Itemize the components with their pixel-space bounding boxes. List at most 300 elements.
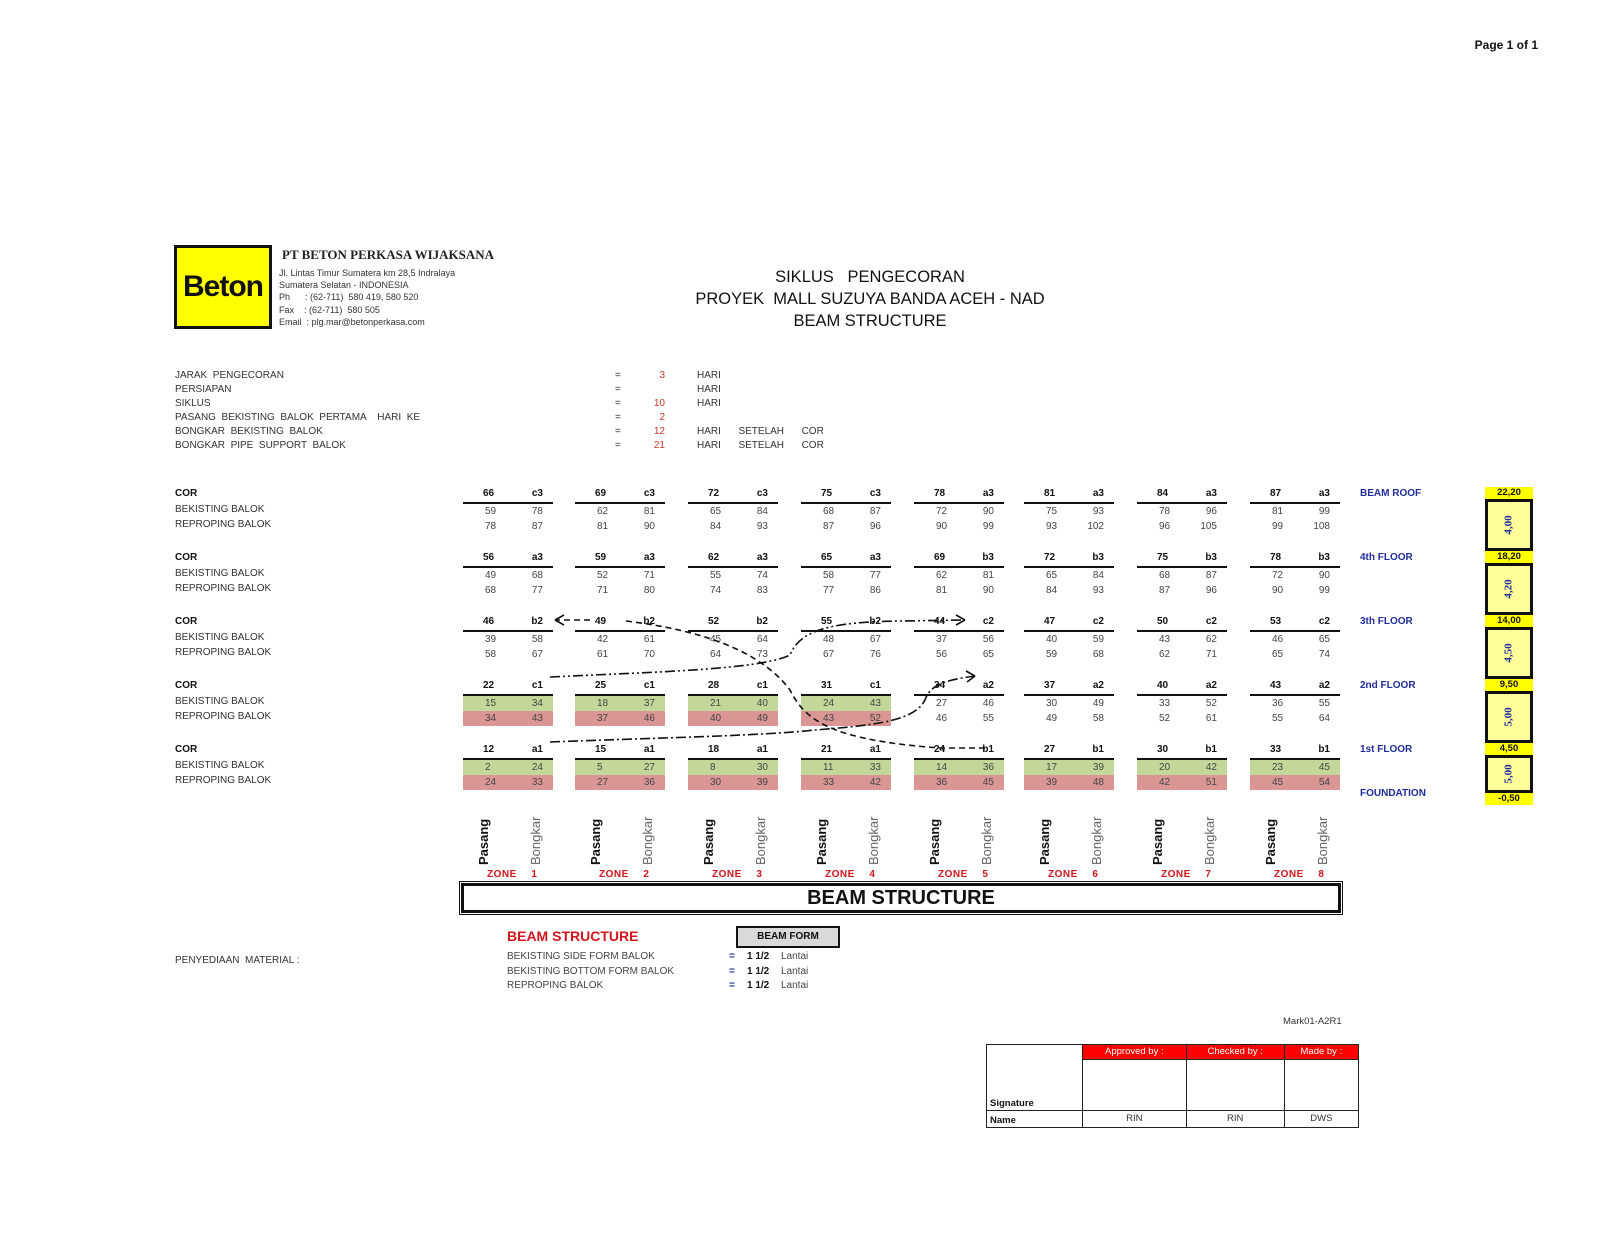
reproping-pasang: 37: [597, 713, 609, 724]
pasang-text: Pasang: [588, 818, 603, 865]
cor-section: a3: [1092, 488, 1104, 499]
bekisting-pasang: 62: [597, 506, 609, 517]
bekisting-bongkar: 96: [1205, 506, 1217, 517]
cor-section: a3: [643, 552, 655, 563]
cor-day: 18: [708, 744, 720, 755]
reproping-pasang: 68: [485, 585, 497, 596]
reproping-pasang: 55: [1272, 713, 1284, 724]
bekisting-bongkar: 27: [643, 762, 655, 773]
approved-name: RIN: [1083, 1110, 1187, 1127]
address-line: Jl. Lintas Timur Sumatera km 28,5 Indralaya: [279, 268, 456, 278]
bekisting-bongkar: 87: [1205, 570, 1217, 581]
bekisting-pasang: 27: [936, 698, 948, 709]
reproping-bongkar: 80: [643, 585, 655, 596]
reproping-bongkar: 86: [869, 585, 881, 596]
cor-day: 53: [1270, 616, 1282, 627]
bekisting-bongkar: 74: [756, 570, 768, 581]
bekisting-pasang: 33: [1159, 698, 1171, 709]
cor-section: b1: [1205, 744, 1217, 755]
cor-section: a3: [869, 552, 881, 563]
bekisting-pasang: 23: [1272, 762, 1284, 773]
reproping-bongkar: 46: [643, 713, 655, 724]
param-unit: HARI: [697, 398, 721, 409]
cor-section: b1: [982, 744, 994, 755]
reproping-pasang: 64: [710, 649, 722, 660]
reproping-pasang: 52: [1159, 713, 1171, 724]
reproping-pasang: 67: [823, 649, 835, 660]
bekisting-pasang: 48: [823, 634, 835, 645]
cor-section: b2: [869, 616, 881, 627]
param-equals: =: [615, 412, 621, 423]
reproping-bongkar: 52: [869, 713, 881, 724]
reproping-bongkar: 99: [1318, 585, 1330, 596]
cor-day: 59: [595, 552, 607, 563]
email-line: Email : plg.mar@betonperkasa.com: [279, 316, 425, 327]
beam-form-button[interactable]: BEAM FORM: [736, 926, 840, 948]
cor-section: b3: [1092, 552, 1104, 563]
bekisting-bongkar: 87: [869, 506, 881, 517]
zone-label: ZONE 7: [1161, 869, 1212, 880]
bekisting-bongkar: 71: [643, 570, 655, 581]
reproping-bongkar: 71: [1205, 649, 1217, 660]
document-mark: Mark01-A2R1: [1283, 1016, 1342, 1027]
material-name: BEKISTING SIDE FORM BALOK: [507, 951, 655, 962]
bekisting-bongkar: 46: [982, 698, 994, 709]
bongkar-text: Bongkar: [1089, 816, 1104, 865]
bekisting-bongkar: 65: [1318, 634, 1330, 645]
param-label: PERSIAPAN: [175, 384, 232, 395]
cor-day: 40: [1157, 680, 1169, 691]
cor-day: 31: [821, 680, 833, 691]
cor-section: c1: [531, 680, 543, 691]
made-name: DWS: [1284, 1110, 1358, 1127]
reproping-bongkar: 93: [756, 521, 768, 532]
bekisting-bongkar: 61: [643, 634, 655, 645]
cor-day: 47: [1044, 616, 1056, 627]
cor-day: 69: [595, 488, 607, 499]
floor-height: 4,20: [1503, 579, 1515, 599]
param-equals: =: [615, 398, 621, 409]
cor-day: 69: [934, 552, 946, 563]
bekisting-bongkar: 84: [756, 506, 768, 517]
cor-section: a1: [531, 744, 543, 755]
section-title: BEAM STRUCTURE: [461, 883, 1341, 913]
cor-day: 49: [595, 616, 607, 627]
reproping-bongkar: 70: [643, 649, 655, 660]
reproping-pasang: 40: [710, 713, 722, 724]
cor-day: 72: [708, 488, 720, 499]
reproping-bongkar: 67: [531, 649, 543, 660]
bekisting-bongkar: 81: [982, 570, 994, 581]
pasang-text: Pasang: [476, 818, 491, 865]
bekisting-pasang: 49: [485, 570, 497, 581]
bekisting-bongkar: 37: [643, 698, 655, 709]
material-qty: 1 1/2: [747, 951, 770, 962]
cor-day: 27: [1044, 744, 1056, 755]
reproping-bongkar: 55: [982, 713, 994, 724]
cor-section: a1: [756, 744, 768, 755]
bekisting-bongkar: 42: [1205, 762, 1217, 773]
cor-day: 66: [483, 488, 495, 499]
material-name: REPROPING BALOK: [507, 980, 604, 991]
bongkar-text: Bongkar: [753, 816, 768, 865]
cor-day: 33: [1270, 744, 1282, 755]
param-equals: =: [615, 426, 621, 437]
page-number: Page 1 of 1: [1474, 38, 1538, 52]
cor-day: 87: [1270, 488, 1282, 499]
param-value: 2: [659, 412, 665, 423]
bekisting-bongkar: 81: [643, 506, 655, 517]
cor-section: a2: [1318, 680, 1330, 691]
reproping-bongkar: 43: [531, 713, 543, 724]
reproping-pasang: 71: [597, 585, 609, 596]
bekisting-pasang: 21: [710, 698, 722, 709]
cor-section: b2: [531, 616, 543, 627]
material-name: BEKISTING BOTTOM FORM BALOK: [507, 966, 675, 977]
cor-section: b2: [756, 616, 768, 627]
param-label: BONGKAR PIPE SUPPORT BALOK: [175, 440, 346, 451]
material-title: BEAM STRUCTURE: [507, 928, 639, 944]
row-label-cor: COR: [175, 488, 198, 499]
cor-day: 30: [1157, 744, 1169, 755]
cor-section: a3: [531, 552, 543, 563]
foundation-label: FOUNDATION: [1360, 788, 1426, 799]
reproping-pasang: 62: [1159, 649, 1171, 660]
row-label-bekisting: BEKISTING BALOK: [175, 632, 265, 643]
material-equals: =: [729, 951, 735, 962]
reproping-bongkar: 102: [1087, 521, 1104, 532]
floor-name: BEAM ROOF: [1360, 488, 1422, 499]
bekisting-bongkar: 24: [531, 762, 543, 773]
reproping-bongkar: 74: [1318, 649, 1330, 660]
bekisting-pasang: 45: [710, 634, 722, 645]
bekisting-pasang: 30: [1046, 698, 1058, 709]
cor-section: c3: [756, 488, 768, 499]
material-qty: 1 1/2: [747, 980, 770, 991]
row-label-reproping: REPROPING BALOK: [175, 775, 272, 786]
param-value: 10: [653, 398, 665, 409]
bekisting-pasang: 55: [710, 570, 722, 581]
bekisting-pasang: 46: [1272, 634, 1284, 645]
fax-line: Fax : (62-711) 580 505: [279, 304, 380, 315]
zone-label: ZONE 2: [599, 869, 650, 880]
checked-name: RIN: [1186, 1110, 1284, 1127]
bekisting-pasang: 52: [597, 570, 609, 581]
bongkar-text: Bongkar: [1315, 816, 1330, 865]
row-label-bekisting: BEKISTING BALOK: [175, 696, 265, 707]
cor-day: 22: [483, 680, 495, 691]
row-label-bekisting: BEKISTING BALOK: [175, 568, 265, 579]
title-line-1: SIKLUS PENGECORAN: [775, 268, 965, 286]
name-label: Name: [987, 1110, 1083, 1127]
bekisting-bongkar: 36: [982, 762, 994, 773]
bekisting-bongkar: 64: [756, 634, 768, 645]
param-equals: =: [615, 384, 621, 395]
zone-label: ZONE 1: [487, 869, 538, 880]
bekisting-pasang: 72: [936, 506, 948, 517]
reproping-bongkar: 87: [531, 521, 543, 532]
bekisting-bongkar: 78: [531, 506, 543, 517]
zone-label: ZONE 8: [1274, 869, 1325, 880]
floor-height: 4,00: [1503, 515, 1515, 535]
bekisting-pasang: 42: [597, 634, 609, 645]
reproping-pasang: 33: [823, 777, 835, 788]
elevation-label: 22,20: [1485, 487, 1533, 499]
bekisting-pasang: 68: [823, 506, 835, 517]
cor-section: a3: [1205, 488, 1217, 499]
cor-day: 78: [1270, 552, 1282, 563]
reproping-bongkar: 54: [1318, 777, 1330, 788]
cor-day: 72: [1044, 552, 1056, 563]
param-label: JARAK PENGECORAN: [175, 370, 284, 381]
bekisting-pasang: 43: [1159, 634, 1171, 645]
cor-day: 56: [483, 552, 495, 563]
reproping-bongkar: 58: [1092, 713, 1104, 724]
reproping-bongkar: 65: [982, 649, 994, 660]
cor-section: c2: [1092, 616, 1104, 627]
bekisting-pasang: 37: [936, 634, 948, 645]
dashed-arrow-path: [626, 621, 985, 748]
reproping-pasang: 56: [936, 649, 948, 660]
reproping-bongkar: 61: [1205, 713, 1217, 724]
row-label-cor: COR: [175, 552, 198, 563]
row-label-reproping: REPROPING BALOK: [175, 711, 272, 722]
cor-day: 25: [595, 680, 607, 691]
cor-section: b1: [1318, 744, 1330, 755]
bekisting-bongkar: 55: [1318, 698, 1330, 709]
cor-section: b2: [643, 616, 655, 627]
param-value: 21: [653, 440, 665, 451]
reproping-pasang: 87: [1159, 585, 1171, 596]
cor-day: 12: [483, 744, 495, 755]
pasang-text: Pasang: [1263, 818, 1278, 865]
param-value: 12: [653, 426, 665, 437]
cor-section: c3: [531, 488, 543, 499]
reproping-pasang: 96: [1159, 521, 1171, 532]
reproping-pasang: 61: [597, 649, 609, 660]
row-label-cor: COR: [175, 680, 198, 691]
reproping-pasang: 65: [1272, 649, 1284, 660]
reproping-bongkar: 77: [531, 585, 543, 596]
bekisting-pasang: 20: [1159, 762, 1171, 773]
bekisting-pasang: 17: [1046, 762, 1058, 773]
bekisting-bongkar: 43: [869, 698, 881, 709]
title-line-2: PROYEK MALL SUZUYA BANDA ACEH - NAD: [695, 290, 1045, 308]
param-unit: HARI: [697, 384, 721, 395]
reproping-bongkar: 68: [1092, 649, 1104, 660]
reproping-pasang: 84: [710, 521, 722, 532]
reproping-bongkar: 39: [756, 777, 768, 788]
reproping-bongkar: 108: [1313, 521, 1330, 532]
reproping-pasang: 59: [1046, 649, 1058, 660]
bekisting-pasang: 81: [1272, 506, 1284, 517]
floor-height: 4,50: [1503, 643, 1515, 663]
company-name: PT BETON PERKASA WIJAKSANA: [282, 247, 495, 262]
cor-section: b3: [1318, 552, 1330, 563]
material-equals: =: [729, 980, 735, 991]
cor-day: 50: [1157, 616, 1169, 627]
reproping-pasang: 43: [823, 713, 835, 724]
elevation-label: 18,20: [1485, 551, 1533, 563]
reproping-pasang: 77: [823, 585, 835, 596]
reproping-pasang: 49: [1046, 713, 1058, 724]
pasang-text: Pasang: [1037, 818, 1052, 865]
reproping-pasang: 45: [1272, 777, 1284, 788]
cor-day: 24: [934, 744, 946, 755]
row-label-reproping: REPROPING BALOK: [175, 519, 272, 530]
bongkar-text: Bongkar: [979, 816, 994, 865]
cor-day: 21: [821, 744, 833, 755]
bekisting-pasang: 14: [936, 762, 948, 773]
cor-section: c2: [1318, 616, 1330, 627]
param-unit: HARI SETELAH COR: [697, 440, 824, 451]
cor-day: 34: [934, 680, 946, 691]
floor-height: 5,00: [1503, 707, 1515, 727]
bekisting-bongkar: 84: [1092, 570, 1104, 581]
reproping-pasang: 46: [936, 713, 948, 724]
material-equals: =: [729, 966, 735, 977]
cor-day: 81: [1044, 488, 1056, 499]
reproping-pasang: 42: [1159, 777, 1171, 788]
cor-day: 75: [1157, 552, 1169, 563]
zone-label: ZONE 5: [938, 869, 989, 880]
bekisting-bongkar: 30: [756, 762, 768, 773]
bekisting-bongkar: 34: [531, 698, 543, 709]
material-unit: Lantai: [781, 951, 809, 962]
address-line: Sumatera Selatan - INDONESIA: [279, 280, 409, 291]
zone-label: ZONE 4: [825, 869, 876, 880]
made-by-header: Made by :: [1284, 1045, 1358, 1060]
reproping-pasang: 39: [1046, 777, 1058, 788]
row-label-bekisting: BEKISTING BALOK: [175, 760, 265, 771]
elevation-label: 9,50: [1485, 679, 1533, 691]
reproping-pasang: 81: [936, 585, 948, 596]
pasang-text: Pasang: [701, 818, 716, 865]
bekisting-bongkar: 68: [531, 570, 543, 581]
cor-section: c3: [869, 488, 881, 499]
row-label-cor: COR: [175, 616, 198, 627]
reproping-bongkar: 105: [1200, 521, 1217, 532]
zone-label: ZONE 6: [1048, 869, 1099, 880]
reproping-bongkar: 49: [756, 713, 768, 724]
param-equals: =: [615, 370, 621, 381]
cor-section: c2: [982, 616, 994, 627]
cor-section: c3: [643, 488, 655, 499]
reproping-pasang: 78: [485, 521, 497, 532]
cor-section: a3: [1318, 488, 1330, 499]
material-qty: 1 1/2: [747, 966, 770, 977]
bekisting-pasang: 72: [1272, 570, 1284, 581]
reproping-bongkar: 76: [869, 649, 881, 660]
cor-day: 15: [595, 744, 607, 755]
cor-day: 65: [821, 552, 833, 563]
reproping-bongkar: 96: [1205, 585, 1217, 596]
bekisting-bongkar: 58: [531, 634, 543, 645]
cor-day: 44: [934, 616, 946, 627]
pasang-text: Pasang: [1150, 818, 1165, 865]
bekisting-bongkar: 99: [1318, 506, 1330, 517]
reproping-pasang: 58: [485, 649, 497, 660]
title-line-3: BEAM STRUCTURE: [793, 312, 947, 330]
bekisting-pasang: 15: [485, 698, 497, 709]
reproping-pasang: 90: [936, 521, 948, 532]
elevation-label: 14,00: [1485, 615, 1533, 627]
bongkar-text: Bongkar: [1202, 816, 1217, 865]
material-label: PENYEDIAAN MATERIAL :: [175, 955, 300, 966]
approved-by-header: Approved by :: [1083, 1045, 1187, 1060]
param-unit: HARI SETELAH COR: [697, 426, 824, 437]
cor-section: c1: [643, 680, 655, 691]
bekisting-bongkar: 59: [1092, 634, 1104, 645]
param-label: PASANG BEKISTING BALOK PERTAMA HARI KE: [175, 412, 421, 423]
material-unit: Lantai: [781, 980, 809, 991]
row-label-cor: COR: [175, 744, 198, 755]
signature-label: Signature: [987, 1045, 1083, 1111]
pasang-text: Pasang: [814, 818, 829, 865]
bongkar-text: Bongkar: [640, 816, 655, 865]
logo-text: Beton: [183, 270, 263, 303]
cor-section: a1: [869, 744, 881, 755]
pasang-text: Pasang: [927, 818, 942, 865]
bekisting-pasang: 24: [823, 698, 835, 709]
bekisting-pasang: 65: [1046, 570, 1058, 581]
bekisting-bongkar: 45: [1318, 762, 1330, 773]
bekisting-bongkar: 52: [1205, 698, 1217, 709]
bekisting-pasang: 68: [1159, 570, 1171, 581]
cor-day: 55: [821, 616, 833, 627]
bekisting-bongkar: 90: [1318, 570, 1330, 581]
bekisting-pasang: 36: [1272, 698, 1284, 709]
reproping-bongkar: 64: [1318, 713, 1330, 724]
cor-section: a1: [643, 744, 655, 755]
bekisting-bongkar: 49: [1092, 698, 1104, 709]
bekisting-pasang: 59: [485, 506, 497, 517]
bekisting-bongkar: 67: [869, 634, 881, 645]
reproping-pasang: 34: [485, 713, 497, 724]
reproping-bongkar: 93: [1092, 585, 1104, 596]
reproping-bongkar: 90: [982, 585, 994, 596]
floor-height: 5,00: [1503, 764, 1515, 784]
reproping-bongkar: 96: [869, 521, 881, 532]
cor-section: b1: [1092, 744, 1104, 755]
cor-section: a2: [1092, 680, 1104, 691]
bekisting-bongkar: 56: [982, 634, 994, 645]
bekisting-bongkar: 39: [1092, 762, 1104, 773]
material-unit: Lantai: [781, 966, 809, 977]
bekisting-pasang: 58: [823, 570, 835, 581]
bekisting-bongkar: 77: [869, 570, 881, 581]
bekisting-pasang: 2: [485, 762, 491, 773]
reproping-pasang: 36: [936, 777, 948, 788]
reproping-pasang: 24: [485, 777, 497, 788]
reproping-bongkar: 90: [643, 521, 655, 532]
reproping-bongkar: 33: [531, 777, 543, 788]
reproping-pasang: 99: [1272, 521, 1284, 532]
reproping-pasang: 27: [597, 777, 609, 788]
reproping-bongkar: 42: [869, 777, 881, 788]
bekisting-bongkar: 33: [869, 762, 881, 773]
cor-section: c1: [756, 680, 768, 691]
floor-name: 1st FLOOR: [1360, 744, 1413, 755]
cor-day: 84: [1157, 488, 1169, 499]
param-unit: HARI: [697, 370, 721, 381]
reproping-bongkar: 99: [982, 521, 994, 532]
row-label-bekisting: BEKISTING BALOK: [175, 504, 265, 515]
bekisting-pasang: 65: [710, 506, 722, 517]
param-equals: =: [615, 440, 621, 451]
bekisting-pasang: 11: [823, 762, 834, 773]
row-label-reproping: REPROPING BALOK: [175, 647, 272, 658]
